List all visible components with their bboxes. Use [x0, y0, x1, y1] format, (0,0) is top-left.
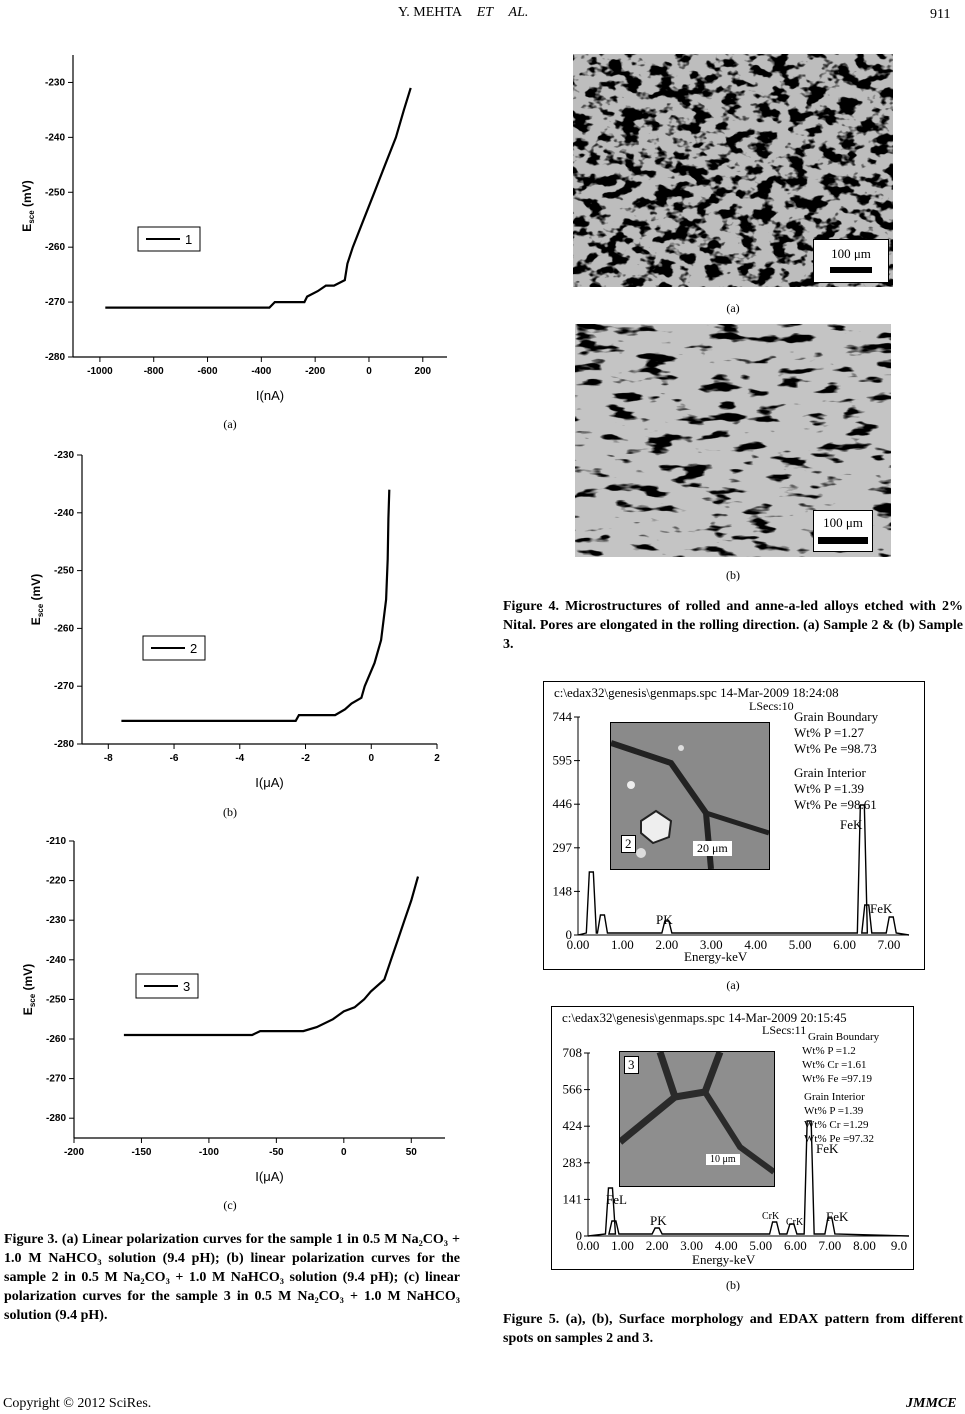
edax-x-label: 0.00 — [566, 937, 590, 952]
edax-x-label: 5.00 — [749, 1238, 773, 1253]
edax-y-label: 595 — [552, 752, 572, 768]
edax-x-label: 3.00 — [699, 937, 723, 952]
y-tick-label: -250 — [45, 994, 66, 1006]
edax-y-label: 708 — [562, 1045, 582, 1060]
edax-y-label: 446 — [552, 796, 572, 812]
legend-label: 3 — [183, 979, 191, 994]
plot-a — [0, 50, 470, 420]
y-axis-label: $E_{sce}$ (mV) — [29, 573, 45, 626]
fig3-sublabel-a: (a) — [223, 417, 237, 431]
y-tick-label: -270 — [53, 681, 74, 693]
x-tick-label: -200 — [305, 366, 326, 377]
edax-x-label: 6.00 — [783, 1238, 807, 1253]
series-line-2 — [121, 490, 389, 721]
y-axis-label: $E_{sce}$ (mV) — [20, 180, 36, 232]
x-tick-label: -6 — [169, 753, 179, 764]
x-tick-label: 0 — [366, 366, 372, 377]
sem-inset-b: 3 10 μm — [619, 1051, 775, 1187]
y-tick-label: -240 — [45, 954, 66, 966]
series-line-1 — [105, 88, 410, 308]
y-tick-label: -260 — [53, 623, 74, 635]
y-tick-label: -270 — [45, 1073, 66, 1085]
edax-x-label: 5.00 — [788, 937, 812, 952]
x-tick-label: -2 — [301, 753, 310, 764]
x-tick-label: -4 — [235, 753, 245, 764]
edax-y-label: 744 — [552, 709, 572, 724]
x-tick-label: -1000 — [87, 366, 113, 377]
plot-b — [0, 440, 470, 800]
x-tick-label: -8 — [103, 753, 113, 764]
edax-x-label: 1.00 — [611, 937, 634, 952]
x-tick-label: -200 — [63, 1147, 85, 1158]
x-tick-label: -100 — [198, 1147, 219, 1158]
fig4-sublabel-b: (b) — [726, 568, 740, 582]
scale-box-b: 100 μm — [813, 510, 873, 552]
edax-y-label: 297 — [552, 839, 572, 855]
edax-x-label: 8.00 — [853, 1238, 876, 1253]
fig5-sublabel-b: (b) — [726, 1278, 740, 1292]
y-tick-label: -220 — [45, 875, 66, 887]
x-tick-label: 200 — [414, 366, 432, 377]
x-tick-label: 50 — [405, 1147, 417, 1158]
edax-x-label: 6.00 — [833, 937, 856, 952]
x-axis-label: I(μA) — [255, 1169, 284, 1184]
x-tick-label: 0 — [341, 1147, 347, 1158]
legend — [143, 636, 205, 660]
micrograph-a — [573, 54, 893, 287]
x-tick-label: -400 — [251, 366, 272, 377]
y-tick-label: -250 — [44, 187, 65, 199]
y-tick-label: -270 — [44, 297, 65, 309]
x-tick-label: -50 — [269, 1147, 284, 1158]
x-tick-label: -800 — [143, 366, 164, 377]
edax-y-label: 141 — [562, 1191, 582, 1207]
edax-panel-b: c:\edax32\genesis\genmaps.spc 14-Mar-2009 20:15:45 LSecs:11 708 566 424 283 141 0 0.00 1.00 2.00 3.00 4.00 5.00 6.00 7.00 8.00 9.0 3 10 μm Grain Boundary Wt% P =1.2 Wt% Cr =1.61 Wt% Fe =97.19 Grain Interior Wt% P =1.39 Wt% Cr =1.29 Wt% Pe =97.32 FeL PK CrK CrK FeK FeK Energy-keV — [551, 1006, 914, 1270]
edax-x-label: 9.0 — [890, 1238, 908, 1253]
edax-y-label: 283 — [562, 1154, 582, 1170]
edax-x-label: 1.00 — [611, 1238, 634, 1253]
sem-inset-b-image — [620, 1052, 774, 1186]
fig4-sublabel-a: (a) — [726, 301, 740, 315]
x-tick-label: -600 — [197, 366, 218, 377]
series-line-3 — [124, 877, 418, 1035]
edax-x-label: 4.00 — [714, 1238, 738, 1253]
edax-x-label: 7.00 — [818, 1238, 842, 1253]
scale-box-a: 100 μm — [813, 239, 889, 283]
plot-c — [0, 828, 470, 1193]
y-tick-label: -230 — [45, 915, 66, 927]
fig3-sublabel-c: (c) — [223, 1198, 237, 1212]
y-tick-label: -280 — [45, 1113, 66, 1125]
y-axis-label: $E_{sce}$ (mV) — [21, 963, 37, 1016]
footer-copyright: Copyright © 2012 SciRes. — [3, 1396, 152, 1411]
page-number: 911 — [930, 7, 951, 22]
edax-x-label: 3.00 — [680, 1238, 704, 1253]
legend — [138, 227, 200, 251]
micrograph-b — [575, 324, 891, 557]
y-tick-label: -260 — [45, 1034, 66, 1045]
edax-x-label: 0.00 — [576, 1238, 600, 1253]
y-tick-label: -210 — [45, 836, 66, 847]
edax-y-label: 424 — [562, 1118, 582, 1134]
figure4-caption: Figure 4. Microstructures of rolled and anne-a-led alloys etched with 2% Nital. Pores are elongated in the rolling direction. (a) Sample 2 & (b) Sample 3. — [503, 599, 963, 652]
legend — [136, 974, 198, 998]
y-tick-label: -250 — [53, 565, 74, 577]
edax-y-label: 566 — [562, 1081, 582, 1097]
x-tick-label: -150 — [131, 1147, 152, 1158]
y-tick-label: -230 — [53, 450, 74, 461]
fig5-sublabel-a: (a) — [726, 978, 740, 992]
footer-journal: JMMCE — [906, 1396, 957, 1411]
x-tick-label: 0 — [368, 753, 375, 764]
y-tick-label: -240 — [44, 132, 65, 144]
edax-panel-a: c:\edax32\genesis\genmaps.spc 14-Mar-2009 18:24:08 LSecs:10 744 595 446 297 148 0 0.00 1.00 2.00 3.00 4.00 5.00 6.00 7.00 2 20 μm Grain Boundary Wt% P =1.27 Wt% Pe =98.73 Grain Interior Wt% P =1.39 Wt% Pe =98.61 FeK PK FeK Energy-keV — [543, 681, 925, 970]
y-tick-label: -280 — [44, 352, 65, 363]
y-tick-label: -240 — [53, 507, 74, 519]
legend-label: 1 — [185, 232, 193, 247]
edax-x-label: 2.00 — [655, 937, 679, 952]
y-tick-label: -230 — [44, 77, 65, 89]
sem-inset-a: 2 20 μm — [610, 722, 770, 870]
edax-y-label: 0 — [575, 1228, 582, 1243]
figure5-caption: Figure 5. (a), (b), Surface morphology and EDAX pattern from different spots on samples 2 and 3. — [503, 1312, 963, 1346]
edax-x-label: 2.00 — [645, 1238, 669, 1253]
y-tick-label: -260 — [44, 242, 65, 254]
running-header: Y. MEHTA ET AL. — [398, 5, 529, 20]
figure3-caption: Figure 3. (a) Linear polarization curves for the sample 1 in 0.5 M Na₂CO₃ + 1.0 M NaHCO₃ solution (9.4 pH); (b) linear polarization curves for the sample 2 in 0.5 M Na₂CO₃ + 1.0 M NaHCO₃ solution (9.4 pH); (c) linear polarization curves for the sample 3 in 0.5 M Na₂CO₃ + 1.0 M NaHCO₃ solution (9.4 pH). — [4, 1232, 460, 1323]
edax-y-label: 0 — [565, 927, 572, 942]
edax-x-label: 7.00 — [877, 937, 901, 952]
x-axis-label: I(nA) — [255, 388, 285, 403]
y-tick-label: -280 — [53, 739, 74, 750]
x-tick-label: 2 — [434, 753, 440, 764]
edax-x-label: 4.00 — [744, 937, 768, 952]
x-axis-label: I(μA) — [255, 775, 284, 790]
fig3-sublabel-b: (b) — [223, 805, 237, 819]
legend-label: 2 — [190, 641, 198, 656]
edax-y-label: 148 — [552, 883, 572, 899]
